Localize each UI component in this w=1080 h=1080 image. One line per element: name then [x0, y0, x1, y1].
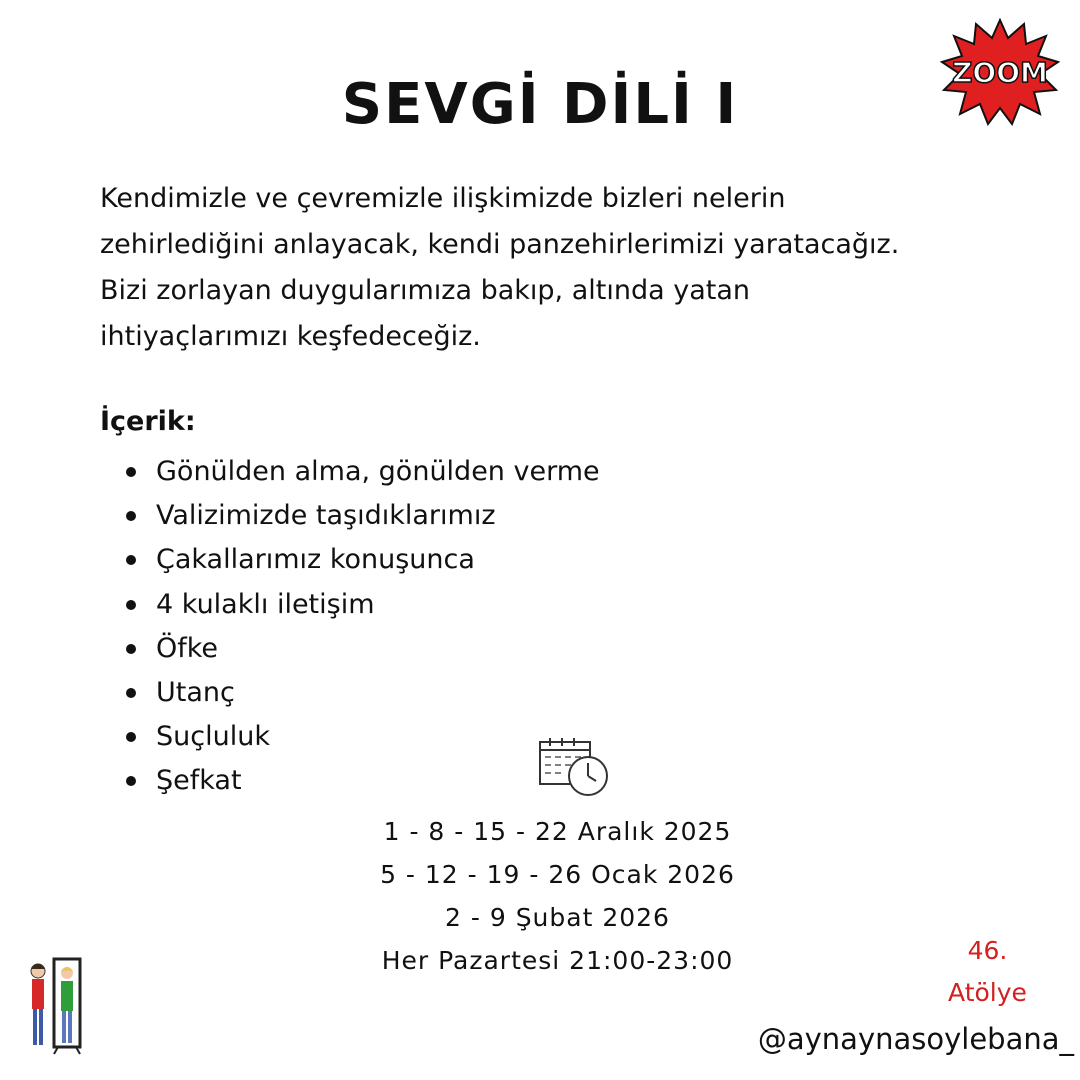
- intro-paragraph: [100, 176, 1020, 360]
- workshop-badge: [920, 930, 1055, 1014]
- schedule-line: Her Pazartesi 21:00-23:00: [381, 946, 734, 975]
- calendar-clock-icon: [538, 736, 610, 798]
- intro-line: zehirlediğini anlayacak, kendi panzehirlerimizi yaratacağız.: [100, 229, 900, 260]
- list-item: Valizimizde taşıdıklarımız: [126, 494, 600, 538]
- list-item: Öfke: [126, 627, 600, 671]
- schedule-line: 5 - 12 - 19 - 26 Ocak 2026: [380, 860, 735, 889]
- list-item: Şefkat: [126, 759, 600, 803]
- schedule-line: 2 - 9 Şubat 2026: [445, 903, 670, 932]
- intro-line: Kendimizle ve çevremizle ilişkimizde bizleri nelerin: [100, 183, 786, 214]
- list-item: Utanç: [126, 671, 600, 715]
- list-item: Çakallarımız konuşunca: [126, 538, 600, 582]
- intro-line: ihtiyaçlarımızı keşfedeceğiz.: [100, 321, 481, 352]
- list-item: Gönülden alma, gönülden verme: [126, 450, 600, 494]
- schedule-dates: [300, 810, 815, 982]
- workshop-label: Atölye: [948, 978, 1027, 1007]
- list-item: Suçluluk: [126, 715, 600, 759]
- mirror-illustration: [24, 955, 86, 1055]
- list-item: 4 kulaklı iletişim: [126, 583, 600, 627]
- instagram-handle: @aynaynasoylebana_: [757, 1022, 1074, 1056]
- content-list: [126, 450, 600, 804]
- page-title: SEVGİ DİLİ I: [341, 72, 739, 137]
- workshop-number: 46.: [967, 936, 1008, 965]
- content-heading: İçerik:: [100, 406, 196, 437]
- intro-line: Bizi zorlayan duygularımıza bakıp, altında yatan: [100, 275, 750, 306]
- zoom-logo-text: ZOOM: [952, 56, 1048, 89]
- schedule-line: 1 - 8 - 15 - 22 Aralık 2025: [383, 817, 732, 846]
